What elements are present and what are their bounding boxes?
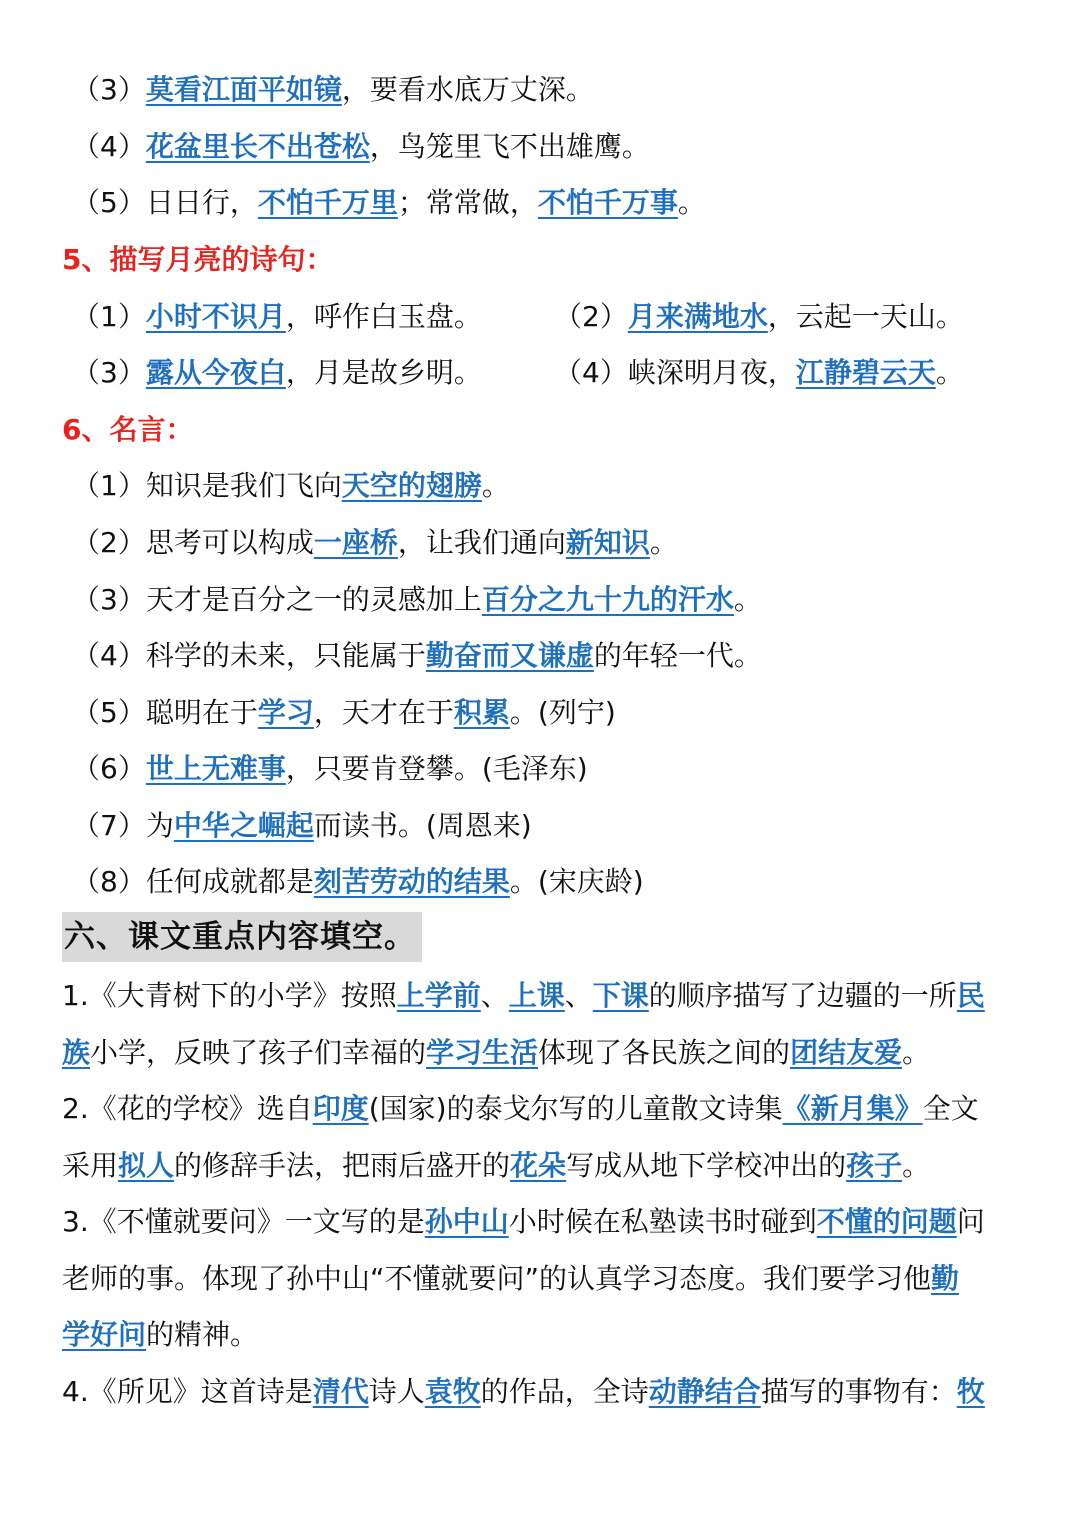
answer-blank: 不懂的问题 <box>816 1205 957 1238</box>
answer-blank: 刻苦劳动的结果 <box>313 865 510 898</box>
text-segment: 小时候在私塾读书时碰到 <box>508 1205 817 1238</box>
item-number: （4） <box>554 356 628 389</box>
answer-blank: 下课 <box>592 979 649 1012</box>
text-segment: 思考可以构成 <box>145 526 314 559</box>
item-number: （7） <box>72 809 146 842</box>
quote-item-8 <box>72 862 644 902</box>
item-number: （1） <box>72 300 146 333</box>
item-number: （4） <box>72 130 146 163</box>
text-segment: 的顺序描写了边疆的一所 <box>648 979 957 1012</box>
fill-line <box>62 1315 258 1355</box>
quote-item-3 <box>72 580 762 620</box>
answer-blank: 中华之崛起 <box>173 809 314 842</box>
answer-blank: 小时不识月 <box>145 300 286 333</box>
text-segment: 、 <box>564 979 593 1012</box>
answer-blank: 勤 <box>931 1262 960 1295</box>
text-segment: ，天才在于 <box>313 696 454 729</box>
answer-blank: 拟人 <box>118 1149 175 1182</box>
quote-item-6 <box>72 749 588 789</box>
answer-blank: 团结友爱 <box>790 1036 903 1069</box>
quote-item-1 <box>72 466 510 506</box>
text-segment: 。(列宁) <box>509 696 616 729</box>
item-number: （3） <box>72 583 146 616</box>
text-segment: 峡深明月夜， <box>627 356 796 389</box>
fill-line <box>62 1089 979 1129</box>
item-number: （2） <box>554 300 628 333</box>
answer-blank: 族 <box>62 1036 91 1069</box>
text-segment: 体现了各民族之间的 <box>538 1036 791 1069</box>
text-segment: 1.《大青树下的小学》按照 <box>62 979 397 1012</box>
answer-blank: 天空的翅膀 <box>341 469 482 502</box>
quote-item-5 <box>72 693 616 733</box>
answer-blank: 上课 <box>508 979 565 1012</box>
answer-blank: 露从今夜白 <box>145 356 286 389</box>
text-segment: 的修辞手法，把雨后盛开的 <box>174 1149 511 1182</box>
text-segment: 任何成就都是 <box>145 865 314 898</box>
moon-poem-1 <box>72 297 482 337</box>
text-segment: 。 <box>649 526 678 559</box>
answer-blank: 牧 <box>956 1375 985 1408</box>
item-number: （2） <box>72 526 146 559</box>
text-segment: 。 <box>935 356 964 389</box>
answer-blank: 花盆里长不出苍松 <box>145 130 370 163</box>
text-segment: ，月是故乡明。 <box>285 356 482 389</box>
text-segment: 天才是百分之一的灵感加上 <box>145 583 482 616</box>
text-segment: 的作品，全诗 <box>480 1375 649 1408</box>
proverb-item-5 <box>72 183 706 223</box>
answer-blank: 一座桥 <box>313 526 398 559</box>
text-segment: (国家)的泰戈尔写的儿童散文诗集 <box>368 1092 783 1125</box>
text-segment: ，让我们通向 <box>397 526 566 559</box>
fill-line <box>62 976 985 1016</box>
text-segment: ，呼作白玉盘。 <box>285 300 482 333</box>
fill-line <box>62 1259 959 1299</box>
quote-item-4 <box>72 636 762 676</box>
text-segment: 写成从地下学校冲出的 <box>566 1149 847 1182</box>
text-segment: 。 <box>902 1149 931 1182</box>
answer-blank: 勤奋而又谦虚 <box>425 639 594 672</box>
quotes-heading: 6、名言： <box>62 413 194 446</box>
item-number: （5） <box>72 186 146 219</box>
answer-blank: 花朵 <box>510 1149 567 1182</box>
text-segment: 科学的未来，只能属于 <box>145 639 426 672</box>
answer-blank: 民 <box>956 979 985 1012</box>
answer-blank: 清代 <box>312 1375 369 1408</box>
answer-blank: 莫看江面平如镜 <box>145 73 342 106</box>
quote-item-2 <box>72 523 678 563</box>
quote-item-7 <box>72 806 532 846</box>
text-segment: 3.《不懂就要问》一文写的是 <box>62 1205 425 1238</box>
item-number: （3） <box>72 356 146 389</box>
text-segment: 2.《花的学校》选自 <box>62 1092 313 1125</box>
answer-blank: 积累 <box>453 696 510 729</box>
text-segment: ，只要肯登攀。(毛泽东) <box>285 752 588 785</box>
text-segment: 。 <box>481 469 510 502</box>
answer-blank: 月来满地水 <box>627 300 768 333</box>
text-segment: ，云起一天山。 <box>767 300 964 333</box>
moon-poem-3 <box>72 353 482 393</box>
text-segment: 老师的事。体现了孙中山“不懂就要问”的认真学习态度。我们要学习他 <box>62 1262 932 1295</box>
text-segment: ，要看水底万丈深。 <box>341 73 594 106</box>
answer-blank: 世上无难事 <box>145 752 286 785</box>
answer-blank: 《新月集》 <box>782 1092 923 1125</box>
fill-line <box>62 1146 930 1186</box>
text-segment: 小学，反映了孩子们幸福的 <box>90 1036 427 1069</box>
text-segment: 的年轻一代。 <box>593 639 762 672</box>
answer-blank: 孩子 <box>846 1149 903 1182</box>
text-segment: ，鸟笼里飞不出雄鹰。 <box>369 130 650 163</box>
proverb-item-3 <box>72 70 594 110</box>
answer-blank: 江静碧云天 <box>795 356 936 389</box>
text-segment: 日日行， <box>145 186 258 219</box>
text-segment: 的精神。 <box>146 1318 259 1351</box>
text-segment: 聪明在于 <box>145 696 258 729</box>
answer-blank: 袁牧 <box>424 1375 481 1408</box>
answer-blank: 孙中山 <box>424 1205 509 1238</box>
text-segment: 诗人 <box>368 1375 425 1408</box>
answer-blank: 新知识 <box>565 526 650 559</box>
fill-line <box>62 1202 985 1242</box>
text-segment: ；常常做， <box>397 186 538 219</box>
answer-blank: 上学前 <box>396 979 481 1012</box>
fill-line <box>62 1372 985 1412</box>
text-segment: 为 <box>145 809 174 842</box>
answer-blank: 不怕千万事 <box>537 186 678 219</box>
moon-poems-heading: 5、描写月亮的诗句： <box>62 243 334 276</box>
text-segment: 、 <box>480 979 509 1012</box>
text-segment: 。 <box>733 583 762 616</box>
text-segment: 知识是我们飞向 <box>145 469 342 502</box>
item-number: （4） <box>72 639 146 672</box>
proverb-item-4 <box>72 127 650 167</box>
text-segment: 全文 <box>922 1092 979 1125</box>
item-number: （8） <box>72 865 146 898</box>
text-segment: 问 <box>956 1205 985 1238</box>
text-segment: 描写的事物有： <box>760 1375 957 1408</box>
answer-blank: 学习 <box>257 696 314 729</box>
moon-poem-4 <box>554 353 964 393</box>
text-segment: 而读书。(周恩来) <box>313 809 532 842</box>
text-segment: 采用 <box>62 1149 119 1182</box>
text-segment: 。(宋庆龄) <box>509 865 644 898</box>
answer-blank: 动静结合 <box>648 1375 761 1408</box>
text-segment: 。 <box>677 186 706 219</box>
moon-poem-2 <box>554 297 964 337</box>
fill-line <box>62 1033 930 1073</box>
answer-blank: 印度 <box>312 1092 369 1125</box>
text-segment: 4.《所见》这首诗是 <box>62 1375 313 1408</box>
answer-blank: 百分之九十九的汗水 <box>481 583 734 616</box>
item-number: （3） <box>72 73 146 106</box>
item-number: （1） <box>72 469 146 502</box>
text-segment: 。 <box>902 1036 931 1069</box>
section-title: 六、课文重点内容填空。 <box>62 912 422 962</box>
answer-blank: 不怕千万里 <box>257 186 398 219</box>
item-number: （6） <box>72 752 146 785</box>
answer-blank: 学好问 <box>62 1318 147 1351</box>
answer-blank: 学习生活 <box>426 1036 539 1069</box>
item-number: （5） <box>72 696 146 729</box>
